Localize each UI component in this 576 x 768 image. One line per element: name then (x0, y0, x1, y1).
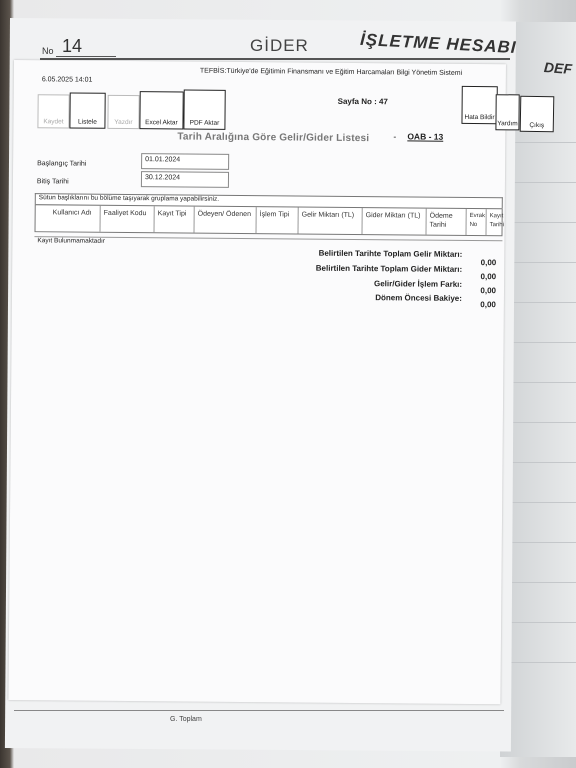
total-income-value: 0,00 (480, 258, 497, 268)
column-header-odeme-tarihi[interactable]: Ödeme Tarihi (425, 209, 465, 235)
yazdir-button[interactable]: Yazdır (107, 95, 139, 129)
column-header-kayit-tarihi[interactable]: Kayıt Tarihi (485, 209, 503, 235)
previous-balance-label: Dönem Öncesi Bakiye: (375, 293, 462, 303)
previous-balance-value: 0,00 (480, 300, 496, 310)
column-header-gider[interactable]: Gider Miktarı (TL) (361, 208, 425, 235)
ledger-no-value: 14 (62, 36, 83, 56)
ledger-footer-total: G. Toplam (170, 716, 202, 723)
column-header-islem-tipi[interactable]: İşlem Tipi (255, 207, 297, 233)
end-date-label: Bitiş Tarihi (36, 178, 69, 186)
page-number: Sayfa No : 47 (337, 96, 388, 107)
ledger-footer-line (14, 710, 504, 711)
title-separator: - (393, 131, 397, 142)
report-printout (8, 60, 518, 704)
right-page-title: DEF (543, 59, 573, 77)
ledger-no-label: No (42, 46, 54, 56)
column-header-evrak-no[interactable]: Evrak No (465, 209, 485, 235)
ledger-rule (40, 58, 510, 60)
column-header-kayit-tipi[interactable]: Kayıt Tipi (154, 206, 194, 232)
data-grid-header (34, 204, 502, 236)
total-income-label: Belirtilen Tarihte Toplam Gelir Miktarı: (318, 248, 463, 259)
listele-button[interactable]: Listele (69, 92, 105, 128)
report-title: Tarih Aralığına Göre Gelir/Gider Listesi (177, 131, 370, 145)
report-code: OAB - 13 (407, 131, 444, 142)
column-header-kullanici[interactable]: Kullanıcı Adı (52, 209, 92, 217)
column-header-odeyen[interactable]: Ödeyen/ Ödenen (194, 207, 256, 234)
excel-export-button[interactable]: Excel Aktar (139, 91, 183, 129)
column-header-faaliyet[interactable]: Faaliyet Kodu (100, 206, 154, 232)
ledger-no-line (56, 56, 116, 57)
grouping-drop-area[interactable]: Sütun başlıklarını bu bölüme taşıyarak gruplama yapabilirsiniz. (35, 193, 503, 208)
start-date-field[interactable]: 01.01.2024 (141, 153, 229, 170)
column-header-gelir[interactable]: Gelir Miktarı (TL) (297, 207, 361, 234)
no-records-message: Kayıt Bulunmamaktadır (34, 236, 502, 250)
total-expense-value: 0,00 (480, 272, 497, 282)
ledger-title-isletme: İŞLETME HESABI (359, 29, 518, 58)
exit-button[interactable]: Çıkış (520, 96, 555, 133)
kaydet-button[interactable]: Kaydet (37, 94, 69, 128)
start-date-label: Başlangıç Tarihi (37, 160, 87, 168)
error-report-button[interactable]: Hata Bildir (461, 86, 497, 124)
report-timestamp: 6.05.2025 14:01 (41, 76, 93, 84)
difference-label: Gelir/Gider İşlem Farkı: (373, 279, 463, 289)
pdf-export-button[interactable]: PDF Aktar (183, 89, 225, 129)
system-name: TEFBİS:Türkiye'de Eğitimin Finansmanı ve Eğitim Harcamaları Bilgi Yönetim Sistemi (199, 67, 463, 77)
help-button[interactable]: Yardım (495, 94, 519, 130)
difference-value: 0,00 (480, 286, 497, 296)
total-expense-label: Belirtilen Tarihte Toplam Gider Miktarı: (315, 263, 463, 274)
end-date-field[interactable]: 30.12.2024 (141, 171, 229, 188)
ledger-title-gider: GİDER (250, 36, 309, 55)
